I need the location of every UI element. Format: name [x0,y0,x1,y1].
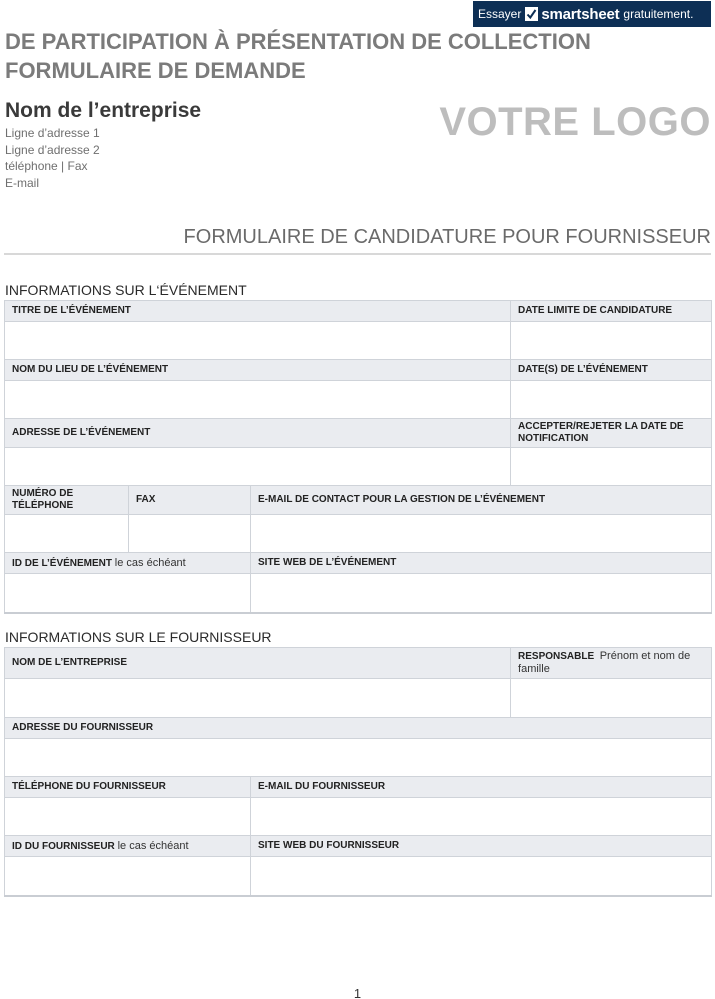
event-website-input[interactable] [251,584,711,602]
supplier-address-field[interactable] [5,739,712,777]
responsible-field[interactable] [511,679,712,718]
phone-field[interactable] [5,515,129,553]
address-line-1: Ligne d’adresse 1 [5,126,100,140]
event-id-input[interactable] [5,584,250,602]
deadline-field[interactable] [511,322,712,360]
phone-label: NUMÉRO DE TÉLÉPHONE [5,486,129,515]
notification-date-field[interactable] [511,448,712,486]
supplier-phone-input[interactable] [5,808,250,826]
supplier-email-input[interactable] [251,808,711,826]
smartsheet-trial-banner[interactable] [473,1,711,27]
supplier-section-title: INFORMATIONS SUR LE FOURNISSEUR [5,629,272,645]
supplier-company-label: NOM DE L’ENTREPRISE [5,648,511,679]
banner-prefix: Essayer [478,7,522,21]
responsible-input[interactable] [511,689,711,707]
supplier-id-label [5,836,251,857]
notification-date-label: ACCEPTER/REJETER LA DATE DE NOTIFICATION [511,419,712,448]
logo-placeholder: VOTRE LOGO [439,100,711,144]
responsible-label [511,648,712,679]
venue-name-field[interactable] [5,381,511,419]
phone-fax-line: téléphone | Fax [5,159,88,173]
page-title-line-1: DE PARTICIPATION À PRÉSENTATION DE COLLECTION [5,29,591,54]
fax-field[interactable] [129,515,251,553]
supplier-company-field[interactable] [5,679,511,718]
event-title-field[interactable] [5,322,511,360]
event-dates-input[interactable] [511,391,711,409]
address-line-2: Ligne d’adresse 2 [5,142,100,157]
supplier-company-input[interactable] [5,689,510,707]
supplier-id-field[interactable] [5,857,251,896]
event-id-label [5,553,251,574]
event-dates-field[interactable] [511,381,712,419]
venue-name-input[interactable] [5,391,510,409]
event-website-label: SITE WEB DE L’ÉVÉNEMENT [251,553,712,574]
event-address-label: ADRESSE DE L’ÉVÉNEMENT [5,419,511,448]
contact-email-label: E-MAIL DE CONTACT POUR LA GESTION DE L’ÉVÉNEMENT [251,486,712,515]
supplier-website-input[interactable] [251,867,711,885]
checkmark-icon [525,7,538,21]
venue-name-label: NOM DU LIEU DE L’ÉVÉNEMENT [5,360,511,381]
supplier-id-input[interactable] [5,867,250,885]
event-title-label: TITRE DE L’ÉVÉNEMENT [5,301,511,322]
responsible-label-text: RESPONSABLE [518,651,595,662]
banner-suffix: gratuitement. [623,7,694,21]
form-title: FORMULAIRE DE CANDIDATURE POUR FOURNISSEUR [4,226,711,255]
supplier-phone-label: TÉLÉPHONE DU FOURNISSEUR [5,777,251,798]
company-address-block [5,125,100,191]
supplier-id-label-text: ID DU FOURNISSEUR [12,840,115,852]
deadline-label: DATE LIMITE DE CANDIDATURE [511,301,712,322]
supplier-phone-field[interactable] [5,798,251,836]
event-id-field[interactable] [5,574,251,613]
phone-input[interactable] [5,525,128,543]
contact-email-field[interactable] [251,515,712,553]
fax-input[interactable] [129,525,250,543]
company-name: Nom de l’entreprise [5,99,202,122]
supplier-info-table [4,647,712,897]
event-address-field[interactable] [5,448,511,486]
event-section-title: INFORMATIONS SUR L‘ÉVÉNEMENT [5,282,247,298]
fax-label: FAX [129,486,251,515]
banner-brand: smartsheet [541,5,620,23]
page-title-line-2: FORMULAIRE DE DEMANDE [5,58,306,83]
supplier-email-field[interactable] [251,798,712,836]
supplier-website-field[interactable] [251,857,712,896]
supplier-address-input[interactable] [5,749,711,767]
email-line: E-mail [5,175,40,190]
event-website-field[interactable] [251,574,712,613]
deadline-input[interactable] [511,332,711,350]
event-id-note: le cas échéant [114,556,186,569]
event-title-input[interactable] [5,332,510,350]
page-number: 1 [353,986,362,999]
supplier-email-label: E-MAIL DU FOURNISSEUR [251,777,712,798]
event-dates-label: DATE(S) DE L’ÉVÉNEMENT [511,360,712,381]
contact-email-input[interactable] [251,525,711,543]
supplier-address-label: ADRESSE DU FOURNISSEUR [5,718,712,739]
supplier-id-note: le cas échéant [117,839,189,852]
page-title [5,27,605,85]
supplier-website-label: SITE WEB DU FOURNISSEUR [251,836,712,857]
responsible-note: Prénom et nom de famille [518,650,691,675]
event-id-label-text: ID DE L’ÉVÉNEMENT [12,557,113,569]
notification-date-input[interactable] [511,458,711,476]
event-address-input[interactable] [5,458,510,476]
event-info-table [4,300,712,614]
